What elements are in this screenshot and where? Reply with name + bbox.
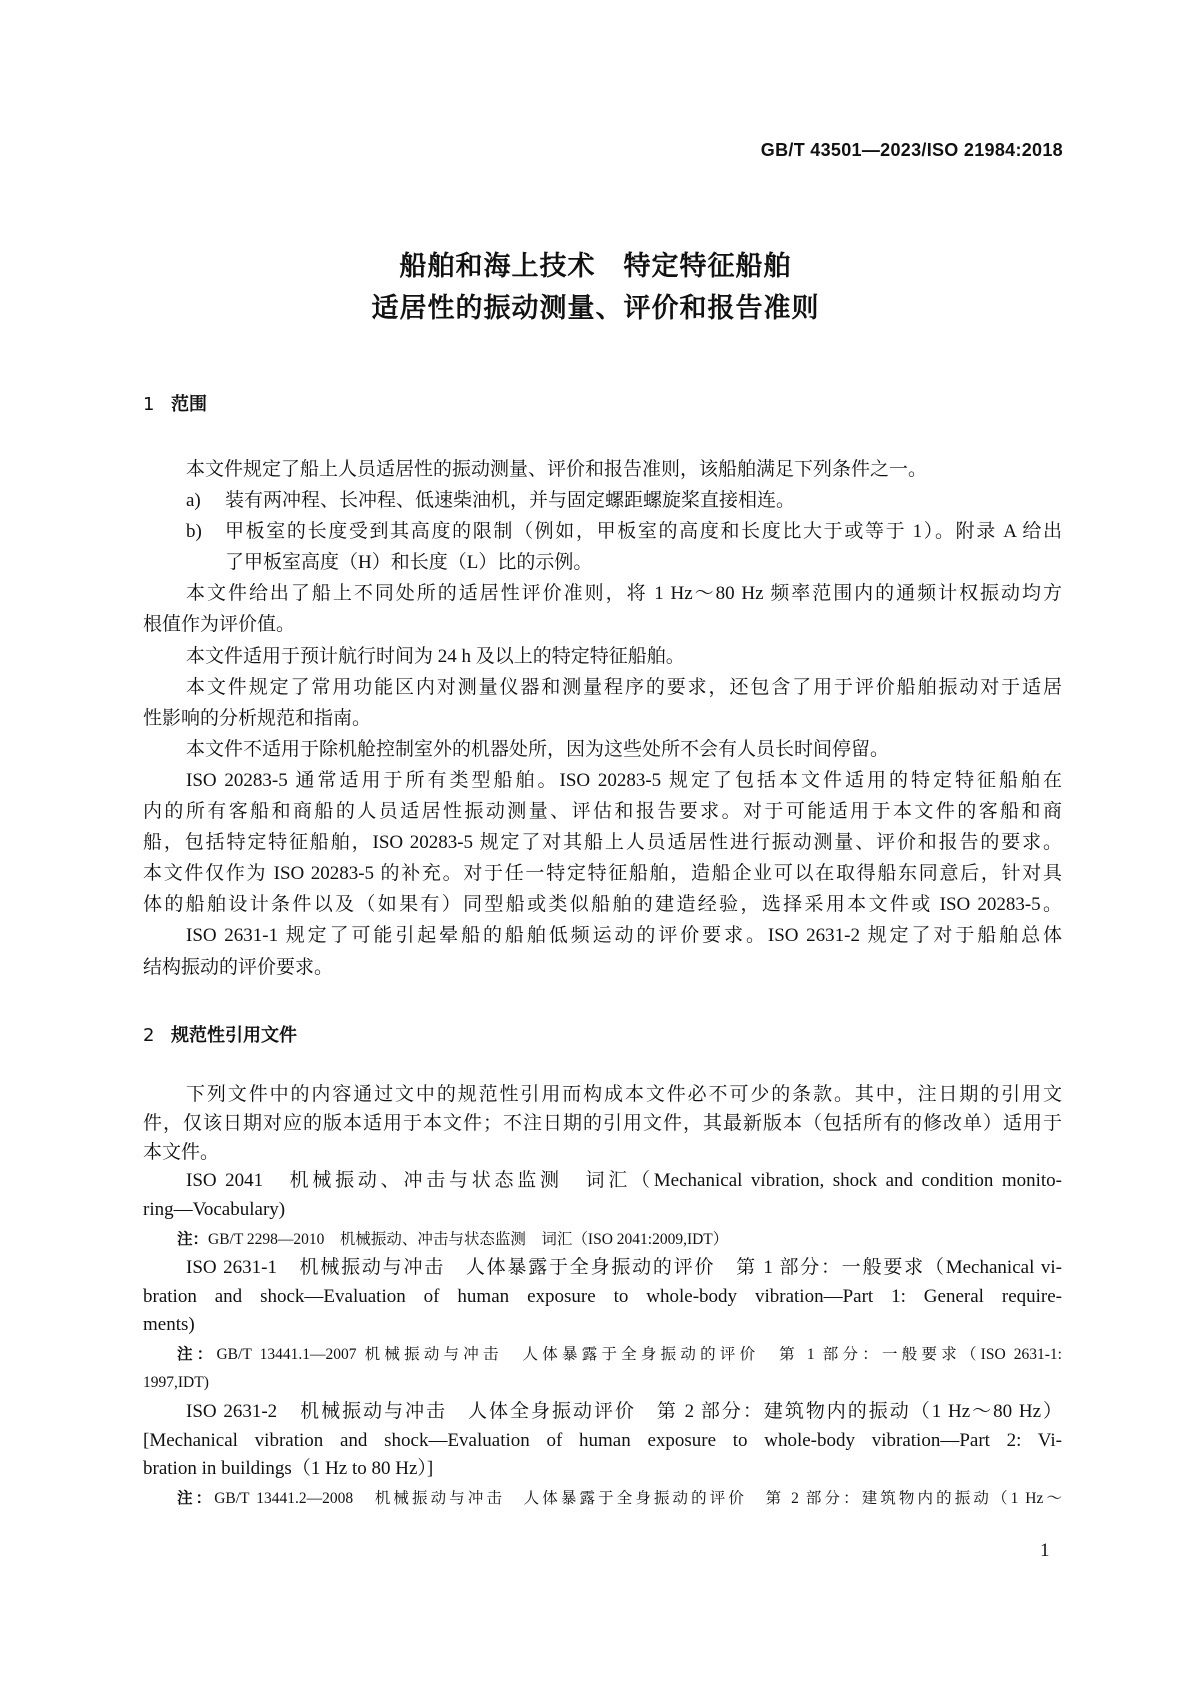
- list-item-line: [143, 516, 1062, 547]
- text-line: [143, 578, 1062, 609]
- text-line: [143, 1311, 1062, 1340]
- text-line: [143, 765, 1062, 796]
- note-line: [143, 1484, 1062, 1513]
- line-text: 下列文件中的内容通过文中的规范性引用而构成本文件必不可少的条款。其中，注日期的引用文: [186, 1084, 1062, 1105]
- note-line: [143, 1340, 1062, 1369]
- list-item-label: a): [186, 490, 201, 512]
- text-line: [143, 827, 1062, 858]
- list-item-line: [143, 485, 1062, 516]
- list-item-line: [143, 547, 1062, 578]
- line-text: GB/T 2298—2010 机械振动、冲击与状态监测 词汇（ISO 2041:2009,IDT）: [208, 1230, 729, 1248]
- text-line: [143, 454, 1062, 485]
- line-text: [Mechanical vibration and shock—Evaluation of human exposure to whole-body vibration—Part 2: Vi-: [143, 1429, 1062, 1451]
- section-2-body: [143, 1081, 1062, 1513]
- standard-code-header: GB/T 43501—2023/ISO 21984:2018: [760, 140, 1063, 160]
- line-text: 本文件。: [143, 1141, 220, 1163]
- line-text: 本文件规定了船上人员适居性的振动测量、评价和报告准则，该船舶满足下列条件之一。: [186, 459, 928, 480]
- page-number: 1: [1040, 1540, 1050, 1561]
- line-text: ments): [143, 1314, 195, 1336]
- line-text: 件，仅该日期对应的版本适用于本文件；不注日期的引用文件，其最新版本（包括所有的修改单）适用于: [143, 1112, 1062, 1134]
- line-text: ring—Vocabulary): [143, 1199, 286, 1221]
- line-text: 1997,IDT): [143, 1373, 209, 1391]
- line-text: 船，包括特定特征船舶，ISO 20283-5 规定了对其船上人员适居性进行振动测量、评价和报告的要求。: [143, 832, 1062, 854]
- line-text: 本文件仅作为 ISO 20283-5 的补充。对于任一特定特征船舶，造船企业可以在取得船东同意后，针对具: [143, 863, 1062, 885]
- text-line: [143, 672, 1062, 703]
- text-line: [143, 1283, 1062, 1312]
- line-text: ISO 2631-2 机械振动与冲击 人体全身振动评价 第 2 部分：建筑物内的振动（1 Hz～80 Hz）: [186, 1400, 1062, 1422]
- line-text: 根值作为评价值。: [143, 614, 296, 636]
- section-1-heading: [143, 390, 207, 416]
- line-text: 性影响的分析规范和指南。: [143, 707, 372, 729]
- line-text: GB/T 13441.1—2007 机械振动与冲击 人体暴露于全身振动的评价 第 1 部分：一般要求（ISO 2631-1:: [216, 1346, 1062, 1364]
- text-line: [143, 1110, 1062, 1139]
- note-line: [143, 1225, 1062, 1254]
- line-text: ISO 2631-1 机械振动与冲击 人体暴露于全身振动的评价 第 1 部分：一般要求（Mechanical vi-: [186, 1256, 1062, 1278]
- line-text: bration in buildings（1 Hz to 80 Hz）]: [143, 1458, 434, 1480]
- section-title: 规范性引用文件: [171, 1025, 297, 1046]
- text-line: [143, 1455, 1062, 1484]
- text-line: [143, 1081, 1062, 1110]
- text-line: [143, 1196, 1062, 1225]
- note-prefix: 注：: [177, 1489, 215, 1508]
- note-line: [143, 1369, 1062, 1398]
- line-text: ISO 20283-5 通常适用于所有类型船舶。ISO 20283-5 规定了包括本文件适用的特定特征船舶在: [186, 769, 1062, 791]
- text-line: [143, 609, 1062, 640]
- text-line: [143, 734, 1062, 765]
- line-text: 装有两冲程、长冲程、低速柴油机，并与固定螺距螺旋桨直接相连。: [225, 490, 796, 512]
- section-1-body: [143, 454, 1062, 983]
- text-line: [143, 1139, 1062, 1168]
- section-number: 1: [143, 394, 155, 415]
- line-text: 甲板室的长度受到其高度的限制（例如，甲板室的高度和长度比大于或等于 1）。附录 A 给出: [225, 521, 1062, 543]
- text-line: [143, 920, 1062, 951]
- text-line: [143, 889, 1062, 920]
- section-number: 2: [143, 1025, 155, 1046]
- text-line: [143, 641, 1062, 672]
- line-text: 本文件规定了常用功能区内对测量仪器和测量程序的要求，还包含了用于评价船舶振动对于适居: [186, 676, 1062, 698]
- line-text: 了甲板室高度（H）和长度（L）比的示例。: [225, 552, 593, 574]
- section-title: 范围: [171, 394, 207, 415]
- document-title-line-1: 船舶和海上技术 特定特征船舶: [399, 251, 792, 282]
- line-text: GB/T 13441.2—2008 机械振动与冲击 人体暴露于全身振动的评价 第 2 部分：建筑物内的振动（1 Hz～: [214, 1490, 1062, 1508]
- list-item-label: b): [186, 521, 202, 543]
- line-text: 本文件不适用于除机舱控制室外的机器处所，因为这些处所不会有人员长时间停留。: [186, 738, 890, 760]
- section-2-heading: [143, 1021, 297, 1047]
- document-title-line-2: 适居性的振动测量、评价和报告准则: [371, 293, 820, 324]
- line-text: ISO 2041 机械振动、冲击与状态监测 词汇（Mechanical vibration, shock and condition monito-: [186, 1170, 1062, 1192]
- note-prefix: 注：: [177, 1229, 209, 1248]
- text-line: [143, 1427, 1062, 1456]
- line-text: 本文件给出了船上不同处所的适居性评价准则，将 1 Hz～80 Hz 频率范围内的通频计权振动均方: [186, 583, 1062, 605]
- line-text: bration and shock—Evaluation of human exposure to whole-body vibration—Part 1: General require-: [143, 1285, 1062, 1307]
- text-line: [143, 796, 1062, 827]
- line-text: ISO 2631-1 规定了可能引起晕船的船舶低频运动的评价要求。ISO 2631-2 规定了对于船舶总体: [186, 925, 1062, 947]
- text-line: [143, 1167, 1062, 1196]
- line-text: 结构振动的评价要求。: [143, 956, 334, 978]
- text-line: [143, 1254, 1062, 1283]
- text-line: [143, 1398, 1062, 1427]
- text-line: [143, 952, 1062, 983]
- line-text: 体的船舶设计条件以及（如果有）同型船或类似船舶的建造经验，选择采用本文件或 ISO 20283-5。: [143, 894, 1062, 916]
- note-prefix: 注：: [177, 1345, 217, 1364]
- text-line: [143, 703, 1062, 734]
- line-text: 内的所有客船和商船的人员适居性振动测量、评估和报告要求。对于可能适用于本文件的客船和商: [143, 801, 1062, 823]
- text-line: [143, 858, 1062, 889]
- line-text: 本文件适用于预计航行时间为 24 h 及以上的特定特征船舶。: [186, 645, 685, 667]
